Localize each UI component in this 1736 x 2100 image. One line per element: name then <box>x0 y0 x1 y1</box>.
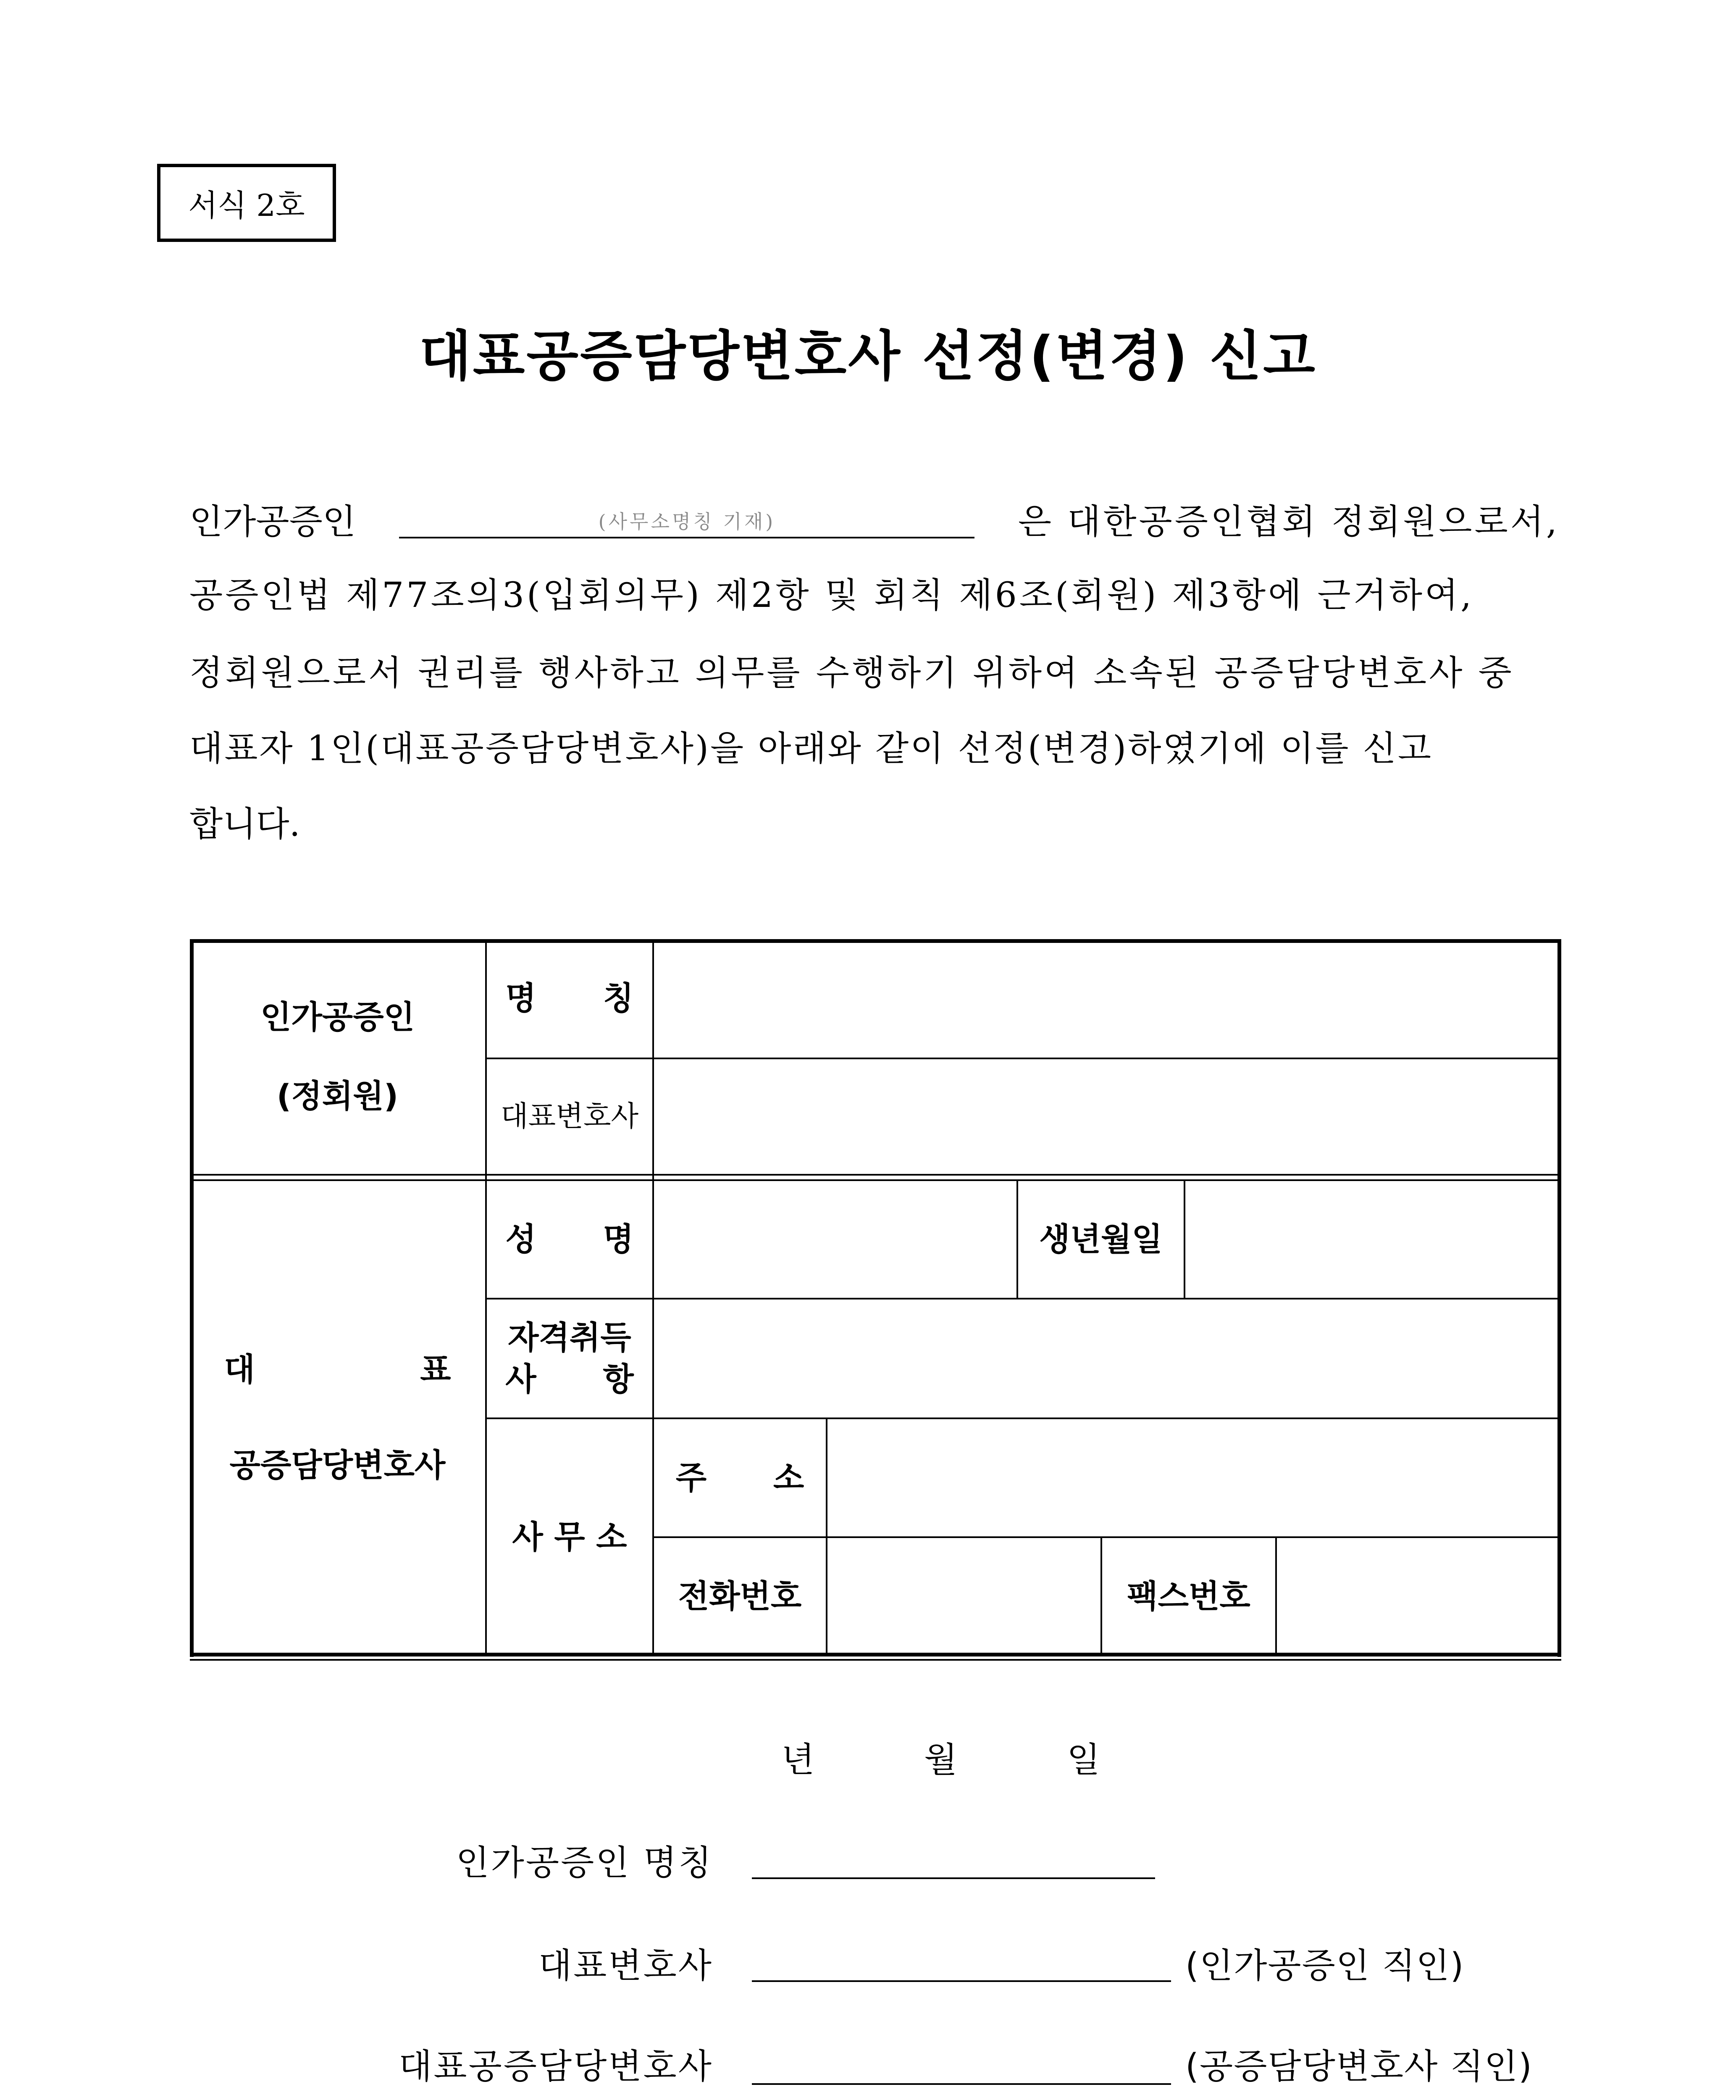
phone-label: 전화번호 <box>678 1578 802 1615</box>
office-name-hint: (사무소명칭 기재) <box>598 510 776 533</box>
rep-notary-lawyer-sign-line[interactable] <box>752 2083 1171 2085</box>
person-name-label: 성 명 <box>505 1221 634 1258</box>
rep-notary-lawyer-seal-note: (공증담당변호사 직인) <box>1185 2047 1533 2087</box>
rep-lawyer-seal-note: (인가공증인 직인) <box>1185 1946 1465 1986</box>
rep-notary-lawyer-header-line2: 공증담당변호사 <box>229 1446 446 1484</box>
form-number-box <box>157 164 336 242</box>
rep-lawyer-label: 대표변호사 <box>500 1100 639 1133</box>
phone-value-cell[interactable] <box>827 1538 1100 1655</box>
paragraph-line-3: 정회원으로서 권리를 행사하고 의무를 수행하기 위하여 소속된 공증담당변호사 중 <box>189 653 1514 693</box>
rep-header-char-2: 표 <box>420 1350 451 1388</box>
rep-notary-lawyer-sign-label: 대표공증담당변호사 <box>399 2047 713 2087</box>
notary-section-header <box>190 939 485 1174</box>
birthdate-value-cell[interactable] <box>1185 1181 1557 1298</box>
paragraph-line-1-prefix: 인가공증인 <box>189 501 356 542</box>
date-year-label: 년 <box>781 1740 815 1780</box>
fax-value-cell[interactable] <box>1277 1538 1557 1655</box>
notary-section-header-line2: (정회원) <box>276 1077 399 1115</box>
notary-name-sign-label: 인가공증인 명칭 <box>456 1843 713 1883</box>
document-title: 대표공증담당변호사 선정(변경) 신고 <box>419 325 1317 388</box>
name-label: 명 칭 <box>505 979 634 1017</box>
qualification-value-cell[interactable] <box>654 1299 1557 1418</box>
date-month-label: 월 <box>924 1740 958 1780</box>
person-name-value-cell[interactable] <box>654 1181 1016 1298</box>
name-value-cell[interactable] <box>654 941 1557 1056</box>
office-label: 사 무 소 <box>512 1518 627 1556</box>
qualification-label <box>487 1299 652 1418</box>
address-value-cell[interactable] <box>827 1419 1557 1536</box>
rep-notary-lawyer-header-line1 <box>224 1345 451 1394</box>
rep-notary-lawyer-section-header <box>190 1181 485 1654</box>
rep-lawyer-value-cell[interactable] <box>654 1059 1557 1173</box>
date-day-label: 일 <box>1067 1740 1100 1780</box>
table-divider <box>190 1174 1561 1176</box>
qualification-label-line1: 자격취득 <box>508 1318 631 1356</box>
rep-lawyer-sign-line[interactable] <box>752 1980 1171 1982</box>
rep-header-char-1: 대 <box>224 1350 255 1388</box>
notary-section-header-line1: 인가공증인 <box>260 998 415 1036</box>
birthdate-label: 생년월일 <box>1039 1221 1163 1258</box>
form-number: 서식 2호 <box>188 188 305 223</box>
paragraph-line-4: 대표자 1인(대표공증담당변호사)을 아래와 같이 선정(변경)하였기에 이를 신고 <box>189 728 1433 769</box>
address-label: 주 소 <box>675 1459 804 1496</box>
paragraph-line-2: 공증인법 제77조의3(입회의무) 제2항 및 회칙 제6조(회원) 제3항에 근거하여, <box>189 575 1474 615</box>
fax-label: 팩스번호 <box>1127 1578 1250 1615</box>
paragraph-line-5: 합니다. <box>189 804 300 844</box>
qualification-label-line2: 사 항 <box>505 1360 634 1398</box>
paragraph-line-1-suffix: 은 대한공증인협회 정회원으로서, <box>1018 501 1560 542</box>
paragraph-line-1 <box>189 496 1560 542</box>
rep-lawyer-sign-label: 대표변호사 <box>538 1946 713 1986</box>
table-bottom-border <box>190 1659 1561 1661</box>
office-name-blank[interactable] <box>399 499 974 538</box>
notary-name-sign-line[interactable] <box>752 1877 1155 1879</box>
